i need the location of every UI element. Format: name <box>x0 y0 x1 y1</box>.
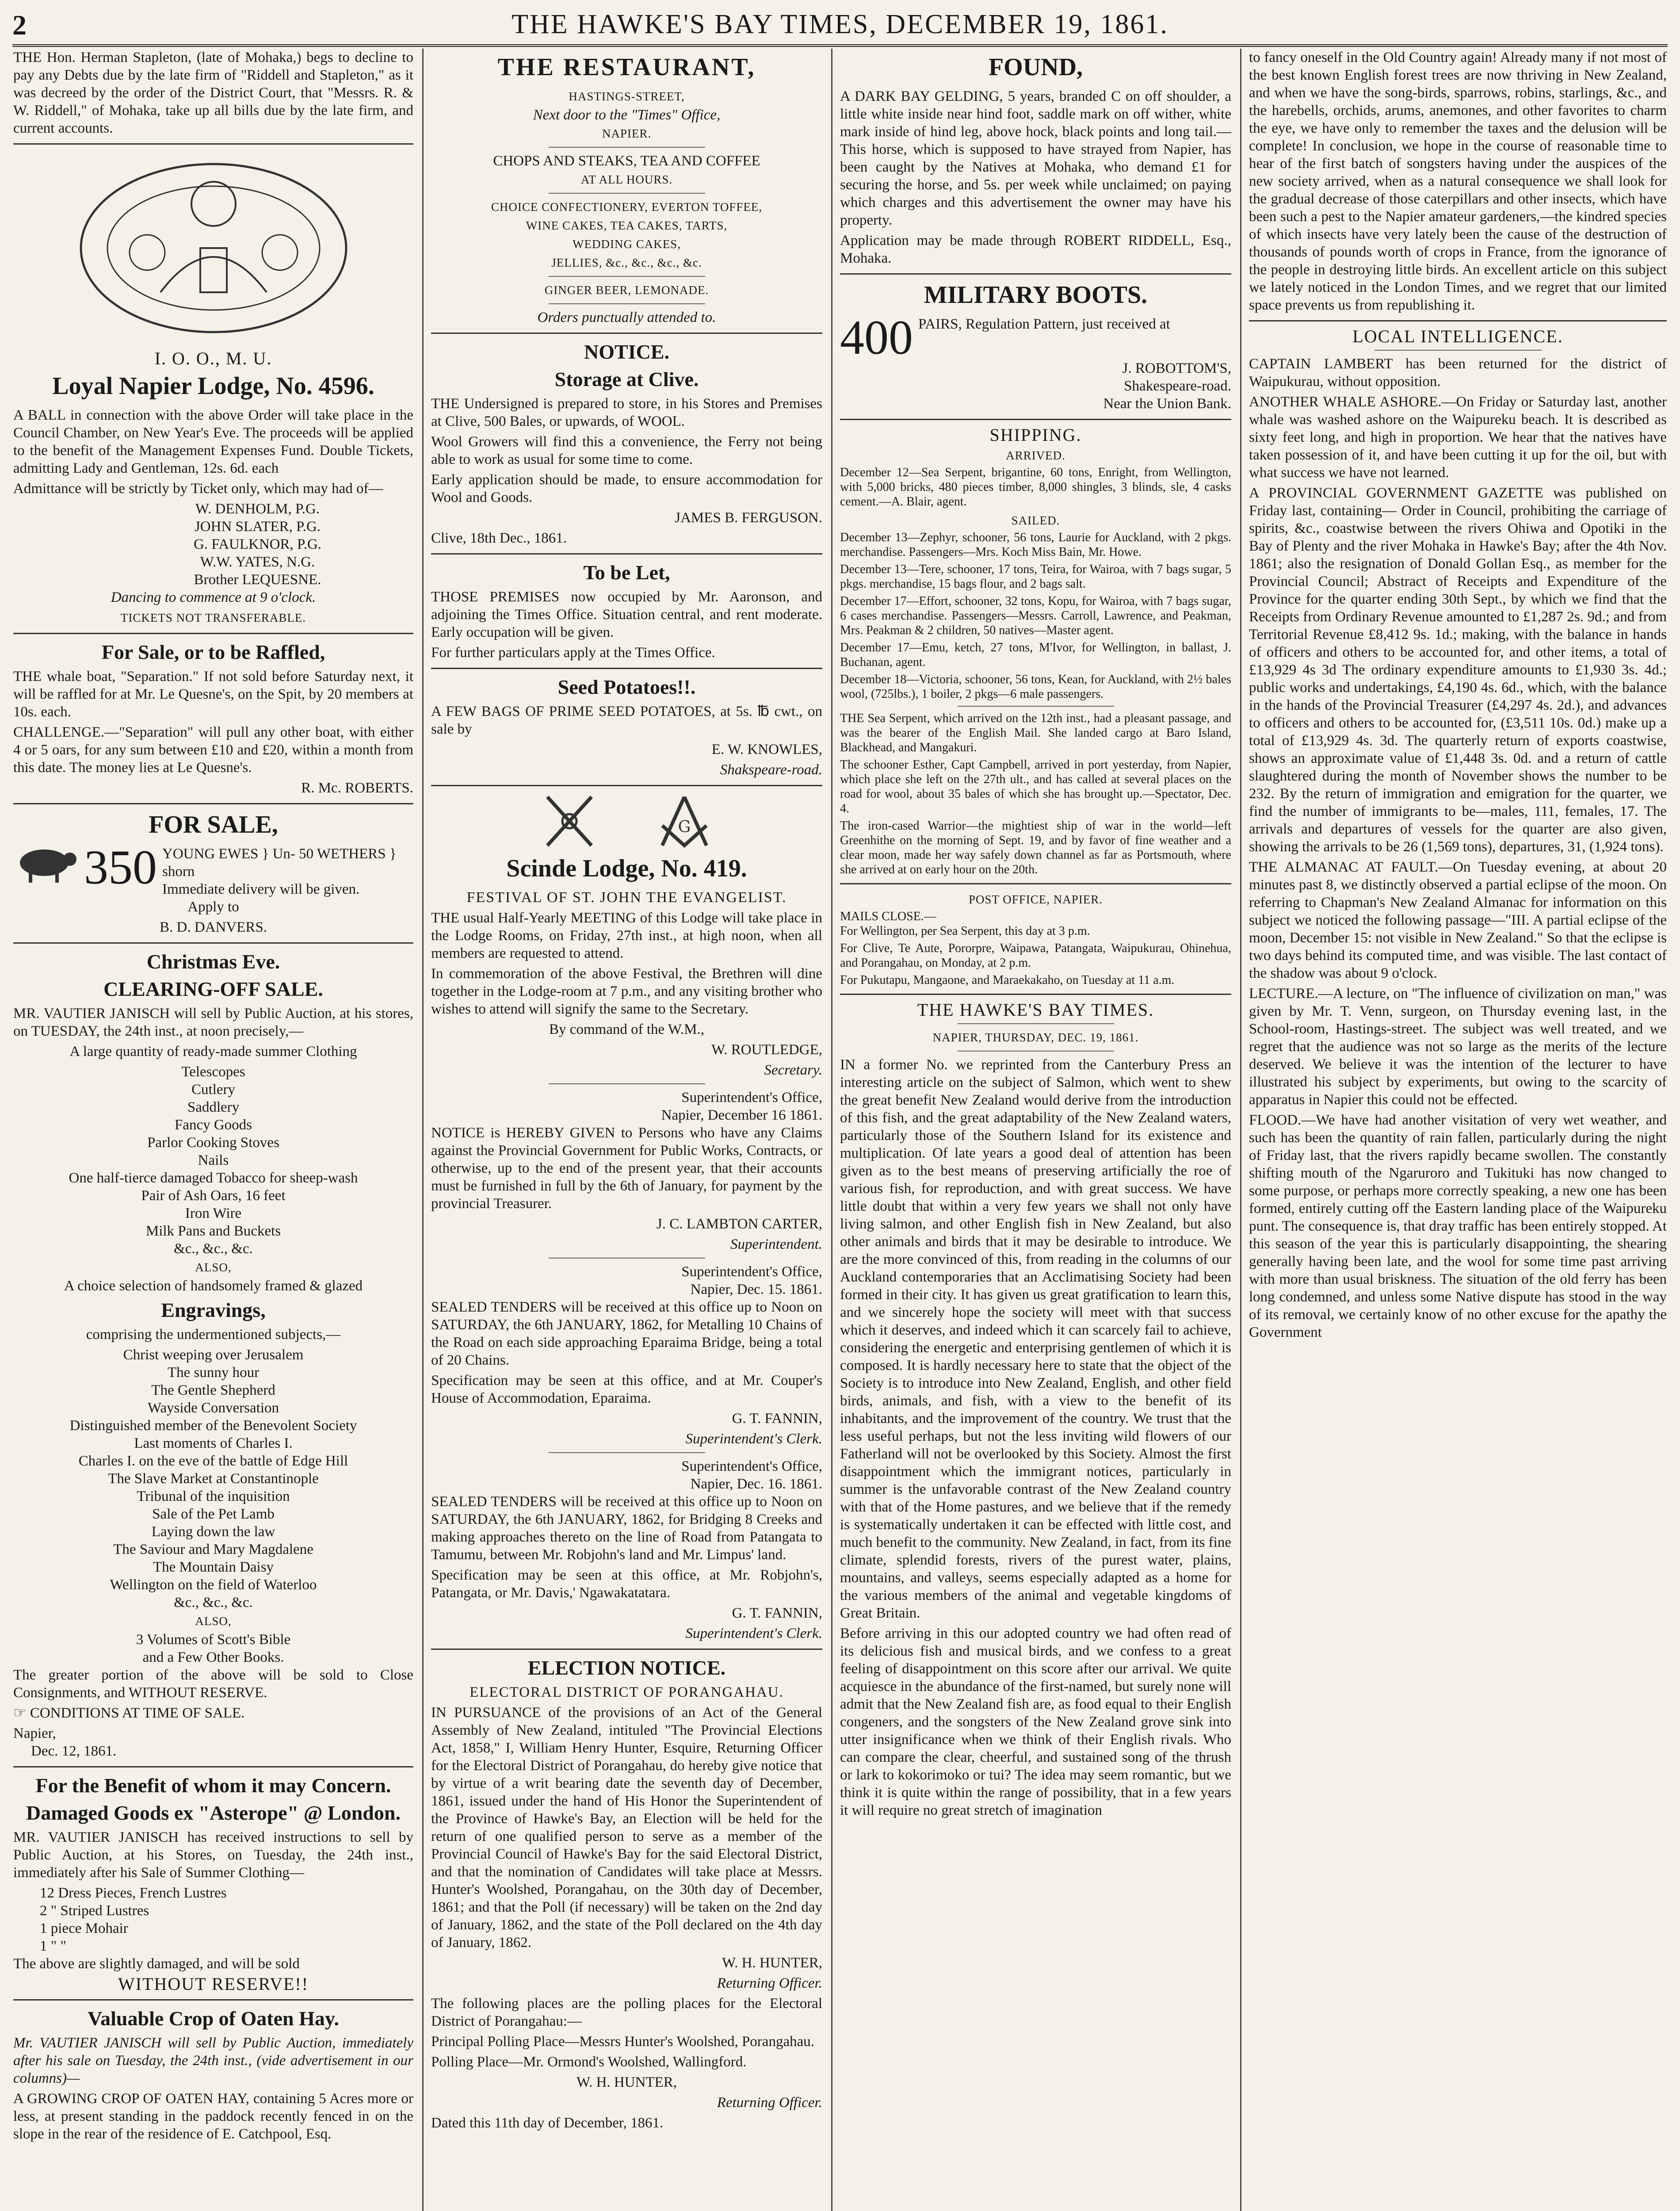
hunter-signature: W. H. HUNTER, <box>722 1955 822 1971</box>
lustre-item: 1 " " <box>40 1938 66 1954</box>
apply-to: Apply to <box>187 899 239 915</box>
column-2 <box>431 49 822 2211</box>
supt-office: Superintendent's Office, <box>681 1090 822 1106</box>
officer-list <box>13 500 413 589</box>
carter-title: Superintendent. <box>730 1236 822 1252</box>
dancing-time: Dancing to commence at 9 o'clock. <box>111 589 316 605</box>
returning-officer: Returning Officer. <box>717 1975 822 1991</box>
engraving-item: Charles I. on the eve of the battle of Edge Hill <box>78 1453 348 1469</box>
column-rule <box>1240 49 1241 2211</box>
times-heading: THE HAWKE'S BAY TIMES. <box>917 1000 1154 1020</box>
janisch-notice: MR. VAUTIER JANISCH will sell by Public Auction, at his stores, on TUESDAY, the 24th inst., at noon precisely,— <box>13 1006 413 1039</box>
comprising: comprising the undermentioned subjects,— <box>86 1327 341 1343</box>
polling-places: The following places are the polling places for the Electoral District of Porangahau:— <box>431 1996 822 2029</box>
editorial-paragraph: to fancy oneself in the Old Country again! Already many if not most of the best known English forest trees are now thriving in New Zealand, and when we have the song-birds, sparrows, robins, starlings, &c., and the harebells, orchids, arums, anemones, and other favorites to charm the eye, we have only to remember the taxes and the delusion will be complete! In conclusion, we hope in the course of reasonable time to hear of the first batch of songsters having under the auspices of the new society arrived, when as a natural consequence we shall look for the gradual decrease of those caterpillars and other insects, which have been such a pest to the Napier amateur gardeners,—the kindred species of which insects have very lately been the cause of the destruction of thousands of pounds worth of crops in France, from the ignorance of the people in destroying little birds. An excellent article on this subject we lately noticed in the London Times, and we regret that our limited space prevents us from republishing it. <box>1249 50 1667 313</box>
supt-office-date: Napier, Dec. 16. 1861. <box>690 1476 822 1492</box>
stapleton-notice: THE Hon. Herman Stapleton, (late of Mohaka,) begs to decline to pay any Debts due by the late firm of "Riddell and Stapleton," as it was decreed by the order of the District Court, that "Messrs. R. & W. Riddell," of Mohaka, take up all bills due by the late firm, and current accounts. <box>13 50 413 136</box>
napier-label: Napier, <box>13 1725 56 1741</box>
claims-notice: NOTICE is HEREBY GIVEN to Persons who have any Claims against the Provincial Government for Public Works, Contracts, or otherwise, up to the end of the present year, that their accounts must be furnished in full by the 6th of January, for payment by the provincial Treasurer. <box>431 1125 822 1212</box>
boots-ad <box>840 315 1231 360</box>
to-let-heading: To be Let, <box>583 561 670 584</box>
janisch-notice-2: MR. VAUTIER JANISCH has received instructions to sell by Public Auction, at his Stores, on Tuesday, the 24th inst., immediately after his Sale of Summer Clothing— <box>13 1829 413 1881</box>
conditions <box>13 1704 413 1722</box>
greater-portion: The greater portion of the above will be sold to Close Consignments, and WITHOUT RESERVE. <box>13 1667 413 1701</box>
local-intelligence-heading: LOCAL INTELLIGENCE. <box>1352 326 1563 346</box>
restaurant-next: Next door to the "Times" Office, <box>533 107 721 123</box>
column-3 <box>840 49 1231 2211</box>
restaurant-heading: THE RESTAURANT, <box>497 54 756 81</box>
column-rule <box>831 49 832 2211</box>
almanac-item: THE ALMANAC AT FAULT.—On Tuesday evening, at about 20 minutes past 8, we distinctly observed a partial eclipse of the moon. On referring to Chapman's New Zealand Almanac for information on this subject we noticed the following passage—"III. A partial eclipse of the moon, December 15: not visible in New Zealand." So that the eclipse is two days behind its computed time, and was visible. The last contact of the shadow was about 9 o'clock. <box>1249 859 1667 981</box>
oaten-heading: Valuable Crop of Oaten Hay. <box>88 2007 339 2030</box>
festival-heading: FESTIVAL OF ST. JOHN THE EVANGELIST. <box>466 889 787 906</box>
goods-item: Cutlery <box>191 1082 235 1098</box>
orders-note: Orders punctually attended to. <box>537 310 716 325</box>
sea-serpent-note: THE Sea Serpent, which arrived on the 12th inst., had a pleasant passage, and was the bearer of the English Mail. She landed cargo at Baro Island, Blackhead, and Mangakuri. <box>840 711 1231 754</box>
ewes-count: 350 <box>84 845 157 894</box>
ginger-beer: GINGER BEER, LEMONADE. <box>544 283 709 297</box>
polling-place-2: Polling Place—Mr. Ormond's Woolshed, Wallingford. <box>431 2054 747 2070</box>
clerk-title: Superintendent's Clerk. <box>685 1626 822 1641</box>
also-label: ALSO, <box>195 1614 232 1628</box>
oaten-italic: Mr. VAUTIER JANISCH will sell by Public Auction, immediately after his sale on Tuesday, the 24th inst., (vide advertisement in our columns)— <box>13 2035 413 2086</box>
early-notice: Early application should be made, to ensure accommodation for Wool and Goods. <box>431 472 822 505</box>
supt-office: Superintendent's Office, <box>681 1458 822 1474</box>
all-hours: AT ALL HOURS. <box>580 173 673 186</box>
sealed-tenders-1: SEALED TENDERS will be received at this office up to Noon on SATURDAY, the 6th JANUARY, 1862, for Metalling 10 Chains of the Road on each side approaching Eparaima Bridge, being a total of 20 Chains. <box>431 1299 822 1368</box>
clive-date: Clive, 18th Dec., 1861. <box>431 530 567 546</box>
routledge-signature: W. ROUTLEDGE, <box>711 1042 822 1058</box>
engraving-item: The sunny hour <box>167 1365 260 1381</box>
election-heading: ELECTION NOTICE. <box>527 1656 726 1679</box>
restaurant-street: HASTINGS-STREET, <box>569 90 685 103</box>
christmas-heading: Christmas Eve. <box>146 950 280 973</box>
gazette-item: A PROVINCIAL GOVERNMENT GAZETTE was published on Friday last, containing— Order in Council, prohibiting the carriage of spirits, &c., coastwise between the rivers Ohiwa and Opotiki in the Bay of Plenty and the river Mohaka in Hawke's Bay; after the 4th Nov. 1861; also the resignation of Donald Gollan Esq., as member for the Provincial Council; Abstract of Receipts and Expenditure of the Province for the quarter ending 30th Sept., by which we find that the Receipts from Ordinary Revenue amounted to £1,287 2s. 9d.; and from Territorial Revenue £8,412 9s. 1d.; making, with the balance in hands of officers and others to be accounted for, and other items, a total of £13,929 4s 3d The ordinary expenditure amounts to £1,930 3s. 4d.; public works and undertakings, £4,190 4s. 6d., which, with the balance in the hands of the Provincial Treasurer (£4,297 4s. 2d.), and advances to officers and others to be accounted for, (£3,511 10s. 0d.) make up a total of £13,929 4s. 3d. The quarterly return of exports coastwise, shows an approximate value of £1,448 3s. 0d. and a return of cattle slaughtered during the month of November shows the number to be 232. By the return of immigration and emigration for the quarter, we find the number of immigrants to be—males, 111, females, 17. The arrivals and departures of vessels for the quarter are also given, showing the arrivals to be 26 (1,569 tons), departures, 31, (1,924 tons). <box>1249 485 1667 855</box>
returning-officer: Returning Officer. <box>717 2095 822 2111</box>
seed-heading: Seed Potatoes!!. <box>557 676 696 698</box>
goods-item: &c., &c., &c. <box>174 1241 253 1257</box>
wool-notice: Wool Growers will find this a convenience, the Ferry not being able to work as usual for some time to come. <box>431 434 822 467</box>
whale-item: ANOTHER WHALE ASHORE.—On Friday or Saturday last, another whale was washed ashore on the Waipureku beach. It is described as sixty feet long, and high in proportion. We hear that the natives have taken possession of it, and have been cutting it up for the oil, but with what success we have not learned. <box>1249 394 1667 481</box>
engraving-item: The Slave Market at Constantinople <box>108 1471 319 1487</box>
masonic-emblems <box>431 792 822 850</box>
engraving-item: Tribunal of the inquisition <box>137 1488 290 1504</box>
goods-item: Milk Pans and Buckets <box>145 1223 281 1239</box>
oaten-notice: A GROWING CROP OF OATEN HAY, containing 5 Acres more or less, at present standing in the paddock recently fenced in on the slope in the rear of the residence of E. Catchpool, Esq. <box>13 2091 413 2142</box>
column-rule <box>422 49 424 2211</box>
to-let-notice: THOSE PREMISES now occupied by Mr. Aaronson, and adjoining the Times Office. Situation central, and rent moderate. Early occupation will be given. <box>431 589 822 640</box>
meeting-notice: THE usual Half-Yearly MEETING of this Lodge will take place in the Lodge Rooms, on Friday, 27th inst., at high noon, when all members are requested to attend. <box>431 910 822 961</box>
napier-date: Dec. 12, 1861. <box>31 1743 117 1759</box>
officer: W. DENHOLM, P.G. <box>195 501 320 517</box>
to-let-notice-2: For further particulars apply at the Times Office. <box>431 645 715 661</box>
conditions-text: CONDITIONS AT TIME OF SALE. <box>30 1705 245 1721</box>
engraving-item: The Mountain Daisy <box>153 1559 274 1575</box>
forsale-heading: FOR SALE, <box>149 811 278 838</box>
raffle-notice: THE whale boat, "Separation." If not sold before Saturday next, it will be raffled for at Mr. Le Quesne's, on the Spit, by 20 members at 10s. each. <box>13 669 413 720</box>
engraving-item: Wellington on the field of Waterloo <box>110 1577 317 1593</box>
officer: JOHN SLATER, P.G. <box>194 519 321 535</box>
scinde-heading: Scinde Lodge, No. 419. <box>506 855 747 882</box>
storage-heading: Storage at Clive. <box>554 368 699 390</box>
admittance: Admittance will be strictly by Ticket only, which may had of— <box>13 481 383 497</box>
supt-office: Superintendent's Office, <box>681 1264 822 1280</box>
mail-entry: For Wellington, per Sea Serpent, this day at 3 p.m. <box>840 924 1090 938</box>
oddfellows-emblem-icon <box>59 151 368 345</box>
lustre-item: 12 Dress Pieces, French Lustres <box>40 1885 227 1901</box>
engraving-item: The Saviour and Mary Magdalene <box>113 1542 313 1557</box>
hunter-signature: W. H. HUNTER, <box>576 2074 677 2090</box>
warrior-note: The iron-cased Warrior—the mightiest ship of war in the world—left Greenhithe on the morning of Sept. 19, and by favor of fine weather and a clear moon, made her way safely down channel as far as Portsmouth, where she arrived at on early hour on the 20th. <box>840 819 1231 876</box>
confectionery: CHOICE CONFECTIONERY, EVERTON TOFFEE, <box>491 200 763 214</box>
seed-notice: A FEW BAGS OF PRIME SEED POTATOES, at 5s. ℔ cwt., on sale by <box>431 704 822 737</box>
engraving-item: Distinguished member of the Benevolent Society <box>69 1418 357 1434</box>
by-command: By command of the W.M., <box>549 1021 705 1037</box>
fannin-signature: G. T. FANNIN, <box>732 1411 822 1427</box>
engravings-list <box>13 1346 413 1611</box>
goods-item: Parlor Cooking Stoves <box>147 1135 279 1151</box>
goods-item: One half-tierce damaged Tobacco for sheep-wash <box>69 1170 358 1186</box>
ferguson-signature: JAMES B. FERGUSON. <box>675 510 822 526</box>
mails-close: MAILS CLOSE.— <box>840 910 936 923</box>
clothing: A large quantity of ready-made summer Clothing <box>69 1044 357 1060</box>
editorial-paragraph: IN a former No. we reprinted from the Canterbury Press an interesting article on the subject of Salmon, which went to shew the great benefit New Zealand would derive from the introduction of this fish, and the great adaptability of the New Zealand waters, particularly those of the Southern Island for its existence and multiplication. Of late years a good deal of attention has been given as to the best means of preserving artificially the roe of various fish, for reproduction, and with great success. We have little doubt that within a very few years we shall not only have living salmon, and other English fish in New Zealand, but also other animals and birds that it may be desirable to introduce. We are the more convinced of this, from reading in the columns of our Auckland contemporaries that an Acclimatising Society had been formed in their city. It has given us great gratification to learn this, and we sincerely hope the society will meet with that success which it deserves, and indeed which it can scarcely fail to achieve, considering the energetic and enterprising gentlemen of which it is composed. It is hardly necessary here to state that the object of the Society is to introduce into New Zealand, English, and other field birds, animals, and fish, with a view to the benefit of its inhabitants, and the improvement of the country. We trust that the less useful perhaps, but not the less inviting wild flowers of our Fatherland will not be overlooked by this Society. Almost the first disappointment which the immigrant notices, particularly in summer is the unfavorable contrast of the New Zealand country with that of the Home pastures, and we believe that if the remedy is systematically undertaken it can be effected with little cost, and much benefit to the community. New Zealand, in fact, from its fine climate, splendid forests, rivers of the purest water, plains, mountains, and valleys, seems especially adapted as a home for the various members of the animal and vegetable kingdoms of Great Britain. <box>840 1057 1231 1621</box>
goods-item: Telescopes <box>181 1064 245 1080</box>
carter-signature: J. C. LAMBTON CARTER, <box>656 1216 822 1232</box>
sailing-entry: December 17—Effort, schooner, 32 tons, Kopu, for Wairoa, with 7 bags sugar, 6 cases merchandise. Passengers—Messrs. Carroll, Lawrence, and Peakman, Mrs. Peakman & 2 children, 50 natives—Master agent. <box>840 594 1231 637</box>
engraving-item: Wayside Conversation <box>147 1400 279 1416</box>
without-reserve: WITHOUT RESERVE!! <box>118 1974 309 1994</box>
commemoration-notice: In commemoration of the above Festival, the Brethren will dine together in the Lodge-room at 7 p.m., and any visiting brother who wishes to attend will signify the same to the Secretary. <box>431 966 822 1017</box>
goods-list <box>13 1063 413 1258</box>
electoral-district: ELECTORAL DISTRICT OF PORANGAHAU. <box>470 1684 784 1700</box>
officer: Brother LEQUESNE. <box>194 572 321 588</box>
newspaper-title: THE HAWKE'S BAY TIMES, DECEMBER 19, 1861. <box>512 9 1168 39</box>
engravings-heading: Engravings, <box>161 1299 266 1321</box>
found-notice: A DARK BAY GELDING, 5 years, branded C on off shoulder, a little white inside near hind foot, saddle mark on off wither, white mark inside of hind leg, above hock, black points and long tail.—This horse, which is supposed to have strayed from Napier, has been caught by the Natives at Mohaka, who demand £1 for securing the horse, and 5s. per week while unclaimed; on paying which charges and this advertisement the owner may have his property. <box>840 88 1231 228</box>
ewes-ad <box>13 845 413 898</box>
mail-entry: For Pukutapu, Mangaone, and Maraekakaho, on Tuesday at 11 a.m. <box>840 973 1175 987</box>
near-union-bank: Near the Union Bank. <box>1103 396 1231 412</box>
danvers-signature: B. D. DANVERS. <box>160 919 267 935</box>
ewes-text: YOUNG EWES } Un- 50 WETHERS } shorn <box>162 846 397 880</box>
specification-2: Specification may be seen at this office, at Mr. Robjohn's, Patangata, or Mr. Davis,' Ngawakatatara. <box>431 1567 822 1601</box>
sailing-entry: December 17—Emu, ketch, 27 tons, M'Ivor, for Wellington, in ballast, J. Buchanan, agent. <box>840 641 1231 669</box>
notice-heading: NOTICE. <box>584 340 669 363</box>
ioom-heading: I. O. O., M. U. <box>154 348 272 368</box>
knowles-signature: E. W. KNOWLES, <box>711 742 822 757</box>
confectionery: WEDDING CAKES, <box>573 237 681 251</box>
goods-item: Pair of Ash Oars, 16 feet <box>141 1188 286 1204</box>
sailing-entry: December 13—Zephyr, schooner, 56 tons, Laurie for Auckland, with 2 pkgs. merchandise. Passengers—Mrs. Koch Miss Bain, Mr. Howe. <box>840 531 1231 559</box>
pointing-hand-icon: ☞ <box>13 1705 30 1721</box>
sailing-entry: December 13—Tere, schooner, 17 tons, Teira, for Wairoa, with 7 bags sugar, 5 pkgs. merchandise, 15 bags flour, and 2 bags salt. <box>840 562 1231 591</box>
restaurant-napier: NAPIER. <box>602 127 652 140</box>
times-date: NAPIER, THURSDAY, DEC. 19, 1861. <box>932 1031 1139 1044</box>
svg-text:G: G <box>678 818 691 836</box>
engraving-item: Last moments of Charles I. <box>134 1435 293 1451</box>
goods-item: Fancy Goods <box>174 1117 252 1133</box>
principal-polling: Principal Polling Place—Messrs Hunter's Woolshed, Porangahau. <box>431 2034 814 2050</box>
goods-item: Nails <box>198 1152 229 1168</box>
tickets-note: TICKETS NOT TRANSFERABLE. <box>120 611 306 624</box>
boots-heading: MILITARY BOOTS. <box>924 281 1148 309</box>
sheep-icon <box>13 845 80 885</box>
chops-line: CHOPS AND STEAKS, TEA AND COFFEE <box>493 153 760 169</box>
ewes-delivery: Immediate delivery will be given. <box>162 881 360 897</box>
masthead <box>12 9 1668 47</box>
shipping-heading: SHIPPING. <box>989 425 1082 445</box>
shakspeare-road: Shakspeare-road. <box>720 762 822 778</box>
roberts-signature: R. Mc. ROBERTS. <box>301 780 413 796</box>
supt-office-date: Napier, Dec. 15. 1861. <box>690 1281 822 1297</box>
dated-line: Dated this 11th day of December, 1861. <box>431 2115 664 2131</box>
storage-notice: THE Undersigned is prepared to store, in his Stores and Premises at Clive, 500 Bales, or upwards, of WOOL. <box>431 396 822 429</box>
raffle-heading: For Sale, or to be Raffled, <box>101 641 325 663</box>
crossed-swords-icon <box>538 792 600 850</box>
square-and-compass-icon <box>653 792 715 850</box>
found-apply: Application may be made through ROBERT RIDDELL, Esq., Mohaka. <box>840 233 1231 266</box>
challenge-notice: CHALLENGE.—"Separation" will pull any other boat, with either 4 or 5 oars, for any sum between £10 and £20, within a month from this date. The money lies at Le Quesne's. <box>13 724 413 776</box>
arrival-entry: December 12—Sea Serpent, brigantine, 60 tons, Enright, from Wellington, with 5,000 bricks, 480 pieces timber, 8,000 shingles, 3 blinds, sle, 4 casks cement.—A. Blair, agent. <box>840 466 1231 509</box>
officer: W.W. YATES, N.G. <box>200 554 315 570</box>
mail-entry: For Clive, Te Aute, Pororpre, Waipawa, Patangata, Waipukurau, Ohinehua, and Porangahau, on Monday, at 2 p.m. <box>840 941 1231 970</box>
officer: G. FAULKNOR, P.G. <box>193 536 322 552</box>
supt-office-date: Napier, December 16 1861. <box>661 1107 822 1123</box>
damaged-heading: Damaged Goods ex "Asterope" @ London. <box>26 1802 401 1824</box>
robottom-signature: J. ROBOTTOM'S, <box>1122 360 1231 376</box>
shakespeare-road: Shakespeare-road. <box>1124 378 1231 394</box>
other-books: and a Few Other Books. <box>142 1649 284 1665</box>
lustre-item: 1 piece Mohair <box>40 1920 128 1936</box>
clearing-heading: CLEARING-OFF SALE. <box>103 978 323 1000</box>
found-heading: FOUND, <box>988 54 1083 81</box>
sealed-tenders-2: SEALED TENDERS will be received at this office up to Noon on SATURDAY, the 6th JANUARY, 1862, for Bridging 8 Creeks and making approaches thereto on the line of Road from Patangata to Tamumu, between Mr. Robjohn's land and Mr. Limpus' land. <box>431 1494 822 1563</box>
goods-item: Iron Wire <box>185 1205 242 1221</box>
choice-selection: A choice selection of handsomely framed & glazed <box>64 1278 363 1294</box>
sailing-entry: December 18—Victoria, schooner, 56 tons, Kean, for Auckland, with 2½ bales wool, (725lbs.), 1 boiler, 2 pkgs—6 male passengers. <box>840 673 1231 701</box>
flood-item: FLOOD.—We have had another visitation of very wet weather, and such has been the quantity of rain fallen, particularly during the night of Friday last, that the rivers rapidly became swollen. The constantly shifting mouth of the Ngaruroro and Tukituki has now changed to some purpose, or perhaps more correctly speaking, a new one has been formed, entirely cutting off the Eastern landing place of the Waipureku punt. The consequence is, that dray traffic has been entirely stopped. At this season of the year this is particularly disappointing, the shearing generally having been late, and the wool for some time past arriving with more than usual briskness. The situation of the old ferry has been long condemned, and unless some Native dispute has stood in the way of its removal, we certainly know of no other excuse for the apathy the Government <box>1249 1112 1667 1340</box>
lustre-item: 2 " Striped Lustres <box>40 1903 149 1919</box>
ball-notice: A BALL in connection with the above Order will take place in the Council Chamber, on New Year's Eve. The proceeds will be applied to the benefit of the Management Expenses Fund. Double Tickets, admitting Lady and Gentleman, 12s. 6d. each <box>13 407 413 476</box>
scott-bible: 3 Volumes of Scott's Bible <box>136 1632 291 1648</box>
fannin-signature: G. T. FANNIN, <box>732 1605 822 1621</box>
sailed-label: SAILED. <box>1011 514 1060 527</box>
lodge-heading: Loyal Napier Lodge, No. 4596. <box>52 372 374 400</box>
arrived-label: ARRIVED. <box>1006 449 1065 462</box>
confectionery: JELLIES, &c., &c., &c., &c. <box>551 256 702 269</box>
goods-item: Saddlery <box>187 1099 240 1115</box>
post-office-heading: POST OFFICE, NAPIER. <box>968 893 1103 906</box>
esther-note: The schooner Esther, Capt Campbell, arrived in port yesterday, from Napier, which place she left on the 27th ult., and has called at several places on the road for wool, about 35 bales of which she has brought up.—Spectator, Dec. 4. <box>840 758 1231 815</box>
confectionery: WINE CAKES, TEA CAKES, TARTS, <box>526 219 728 232</box>
engraving-item: &c., &c., &c. <box>174 1595 253 1610</box>
boots-text: PAIRS, Regulation Pattern, just received at <box>918 316 1170 332</box>
column-4 <box>1249 49 1667 2211</box>
engraving-item: Sale of the Pet Lamb <box>152 1506 275 1522</box>
editorial-paragraph: Before arriving in this our adopted country we had often read of its delicious fish and musical birds, and we confess to a great feeling of disappointment on this score after our arrival. We quite acquiesce in the abundance of the first-named, but surely none will admit that the New Zealand fish are, as food equal to their English congeners, and the songsters of the New Zealand grove sink into utter insignificance when we think of their English rivals. Who can compare the clear, cheerful, and sustained song of the thrush or lark to kokorimoko or tui? The idea may seem romantic, but we think it is quite within the range of possibility, that in a few years it will require no great stretch of imagination <box>840 1626 1231 1818</box>
specification-1: Specification may be seen at this office, and at Mr. Couper's House of Accommodation, Eparaima. <box>431 1373 822 1406</box>
engraving-item: Laying down the law <box>151 1524 275 1540</box>
boots-count: 400 <box>840 315 913 360</box>
benefit-heading: For the Benefit of whom it may Concern. <box>35 1774 391 1797</box>
pursuance-notice: IN PURSUANCE of the provisions of an Act of the General Assembly of New Zealand, intituled "The Provincial Elections Act, 1858," I, William Henry Hunter, Esquire, Returning Officer for the Electoral District of Porangahau, do hereby give notice that by virtue of a writ bearing date the seventh day of December, 1861, issued under the hand of His Honor the Superintendent of the Province of Hawke's Bay, an Election will be held for the return of one qualified person to serve as a member of the Provincial Council of Hawke's Bay for the said Electoral District, and that the nomination of Candidates will take place at Messrs. Hunter's Woolshed, Porangahau, on the 30th day of December, 1861; and that the Poll (if necessary) will be taken on the 2nd day of January, 1862, and the state of the Poll declared on the 4th day of January, 1862. <box>431 1705 822 1951</box>
engraving-item: Christ weeping over Jerusalem <box>123 1347 304 1363</box>
page-number: 2 <box>12 9 27 41</box>
engraving-item: The Gentle Shepherd <box>151 1382 275 1398</box>
damaged-note: The above are slightly damaged, and will be sold <box>13 1956 300 1972</box>
lustres-list <box>13 1884 413 1955</box>
lecture-item: LECTURE.—A lecture, on "The influence of civilization on man," was given by Mr. T. Venn, surgeon, on Thursday evening last, in the School-room, Hastings-street. The subject was well treated, and we regret that the audience was not so large as the merits of the lecture deserved. We believe it was the intention of the lecturer to have illustrated his subject by experiments, but owing to the scarcity of apparatus in Napier this could not be effected. <box>1249 986 1667 1108</box>
column-1 <box>13 49 413 2211</box>
also-label: ALSO, <box>195 1261 232 1274</box>
lambert-item: CAPTAIN LAMBERT has been returned for the district of Waipukurau, without opposition. <box>1249 356 1667 390</box>
secretary-title: Secretary. <box>764 1062 822 1078</box>
clerk-title: Superintendent's Clerk. <box>685 1431 822 1447</box>
